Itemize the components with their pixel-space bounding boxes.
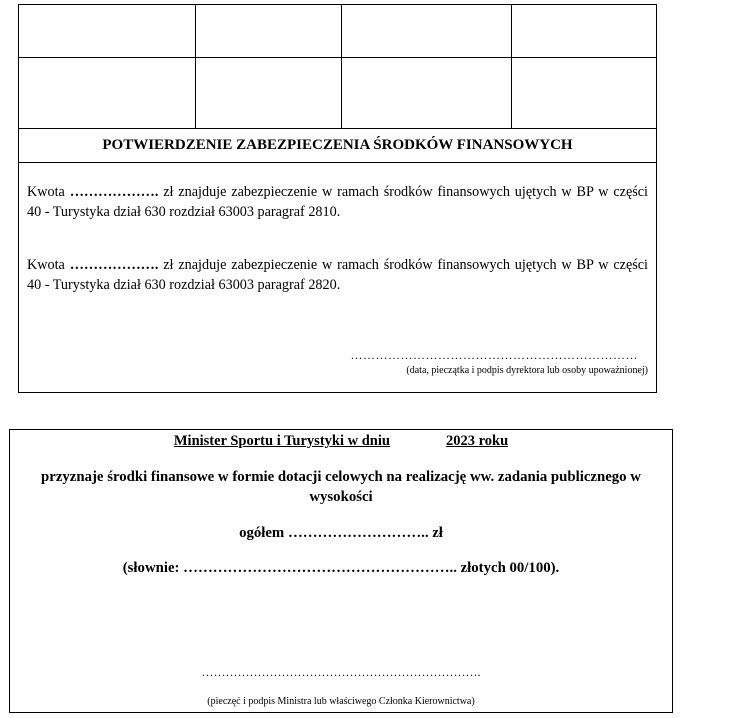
amount-placeholder: ………………. <box>69 184 159 200</box>
total-amount-line: ogółem ……………………….. zł <box>239 525 443 541</box>
table-divider <box>195 5 196 128</box>
signature-line: …………………………………………………………… <box>350 348 638 362</box>
signature-caption: (pieczęć i podpis Ministra lub właściwego Członka Kierownictwa) <box>207 696 475 707</box>
amount-in-words-line: (słownie: ……………………………………………….. złotych 00/100). <box>122 560 560 576</box>
year-text: 2023 roku <box>445 433 509 449</box>
paragraph-prefix: Kwota <box>27 257 70 273</box>
paragraph-text: zł znajduje zabezpieczenie w ramach środków finansowych ujętych w BP w części 40 - Turystyka dział 630 rozdział 63003 paragraf 2820. <box>27 257 649 293</box>
paragraph-text: zł znajduje zabezpieczenie w ramach środków finansowych ujętych w BP w części 40 - Turystyka dział 630 rozdział 63003 paragraf 2810. <box>27 184 649 220</box>
paragraph-prefix: Kwota <box>27 184 70 200</box>
table-divider <box>511 5 512 128</box>
minister-date-line <box>10 433 672 450</box>
minister-decision-box <box>9 429 673 713</box>
signature-caption: (data, pieczątka i podpis dyrektora lub osoby upoważnionej) <box>406 365 648 376</box>
empty-table-row-1 <box>19 5 656 58</box>
signature-line: ……………………………………………………………. <box>201 665 481 679</box>
empty-table-row-2 <box>19 57 656 129</box>
funds-confirmation-box <box>18 4 657 393</box>
confirmation-heading: POTWIERDZENIE ZABEZPIECZENIA ŚRODKÓW FINANSOWYCH <box>19 128 656 163</box>
minister-prefix: Minister Sportu i Turystyki w dniu <box>173 433 390 449</box>
table-divider <box>341 5 342 128</box>
grant-statement: przyznaje środki finansowe w formie dotacji celowych na realizację ww. zadania publicznego w wysokości <box>41 469 641 505</box>
confirmation-paragraph-2820 <box>27 255 648 295</box>
confirmation-paragraph-2810 <box>27 182 648 222</box>
amount-placeholder: ………………. <box>69 257 159 273</box>
